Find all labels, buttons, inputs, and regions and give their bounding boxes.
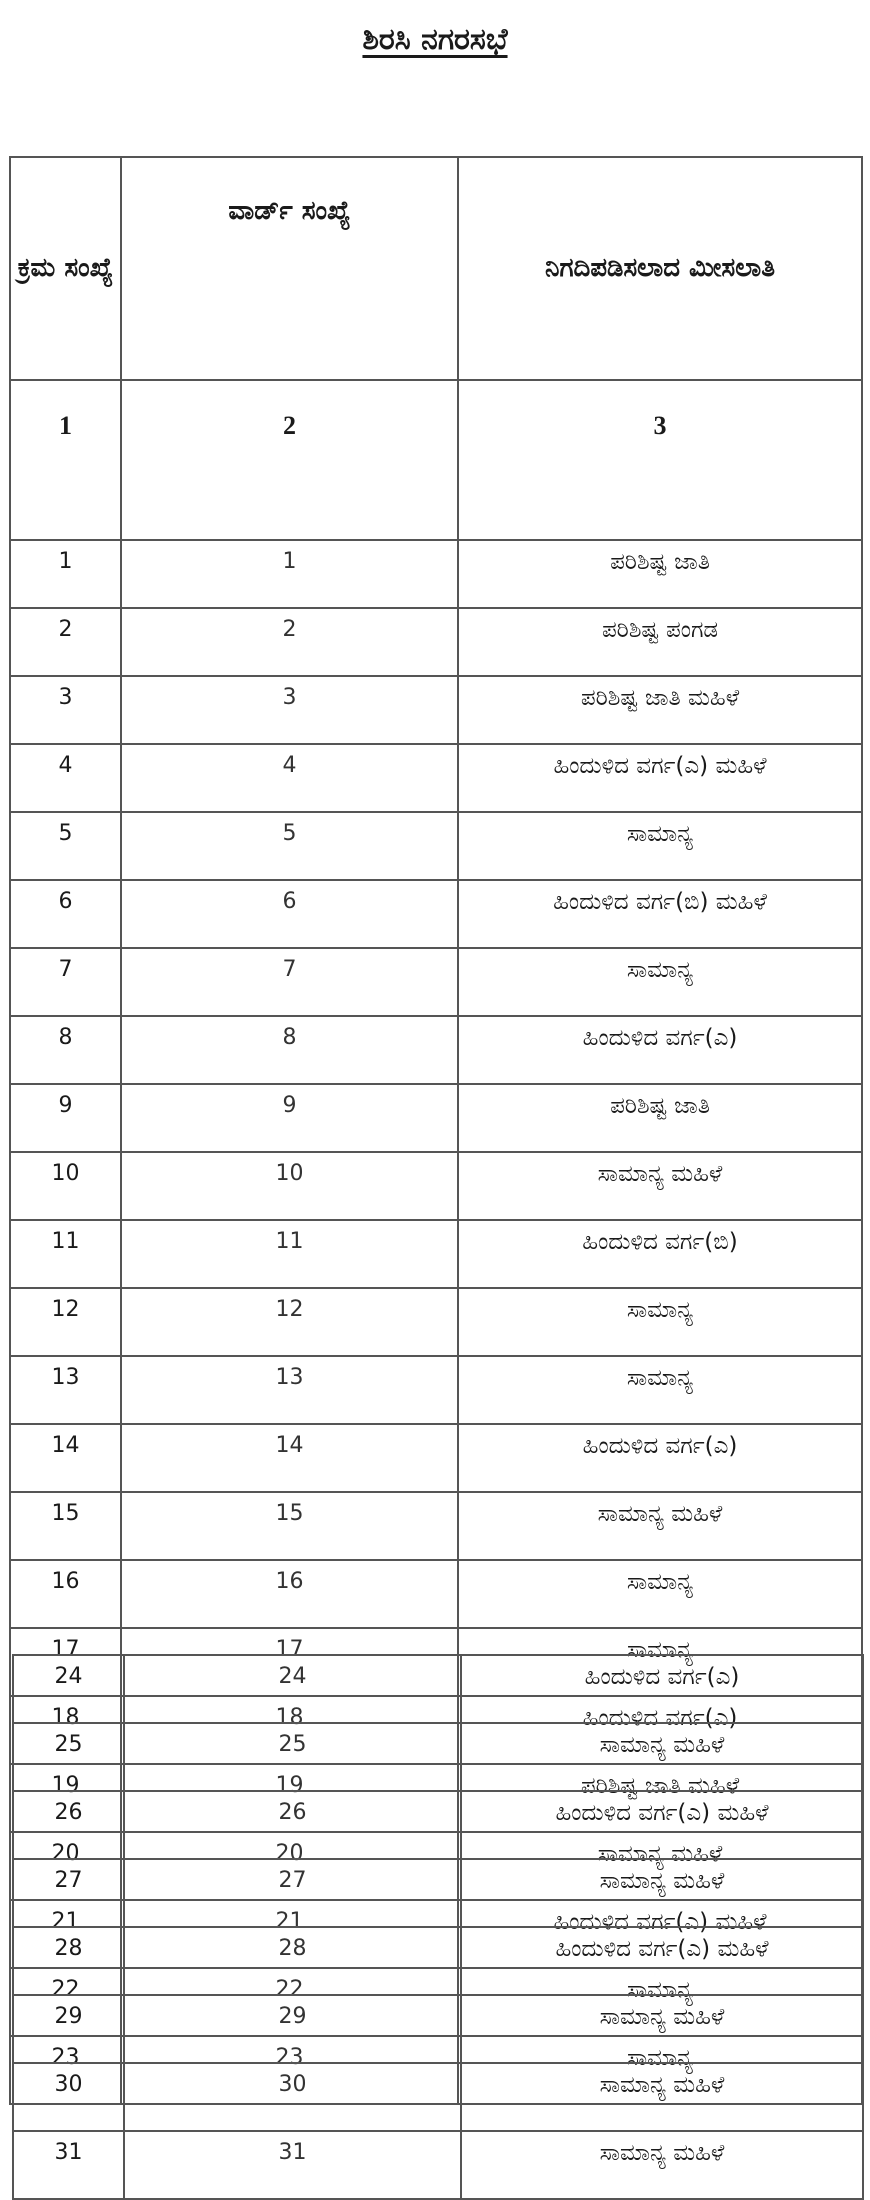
serial-number-cell: 30 — [13, 2063, 124, 2131]
serial-number-cell: 14 — [10, 1424, 121, 1492]
ward-number-cell: 22 — [121, 1968, 458, 2036]
serial-number-cell: 25 — [13, 1723, 124, 1791]
ward-number-cell: 6 — [121, 880, 458, 948]
ward-number-cell: 25 — [124, 1723, 461, 1791]
header-ward-number: ವಾರ್ಡ್ ಸಂಖ್ಯೆ — [121, 157, 458, 380]
reservation-cell: ಸಾಮಾನ್ಯ ಮಹಿಳೆ — [458, 1492, 862, 1560]
serial-number-cell: 29 — [13, 1995, 124, 2063]
serial-number-cell: 18 — [10, 1696, 121, 1764]
table-row — [13, 1859, 863, 1927]
reservation-cell: ಪರಿಶಿಷ್ಟ ಜಾತಿ ಮಹಿಳೆ — [458, 676, 862, 744]
column-number-2: 2 — [121, 380, 458, 540]
serial-number-cell: 12 — [10, 1288, 121, 1356]
table-row — [10, 540, 862, 608]
ward-number-cell: 2 — [121, 608, 458, 676]
ward-number-cell: 20 — [121, 1832, 458, 1900]
title-text: ಶಿರಸಿ ನಗರಸಭೆ — [362, 22, 508, 57]
reservation-cell: ಸಾಮಾನ್ಯ ಮಹಿಳೆ — [461, 2063, 863, 2131]
reservation-table-part-2 — [12, 1654, 864, 2200]
table-row — [10, 1424, 862, 1492]
column-number-row — [10, 380, 862, 540]
reservation-cell: ಸಾಮಾನ್ಯ — [458, 812, 862, 880]
ward-number-cell: 13 — [121, 1356, 458, 1424]
ward-number-cell: 11 — [121, 1220, 458, 1288]
table-row — [10, 1016, 862, 1084]
table-row — [10, 1152, 862, 1220]
table-row — [13, 1927, 863, 1995]
ward-number-cell: 4 — [121, 744, 458, 812]
serial-number-cell: 31 — [13, 2131, 124, 2199]
ward-number-cell: 3 — [121, 676, 458, 744]
serial-number-cell: 8 — [10, 1016, 121, 1084]
serial-number-cell: 6 — [10, 880, 121, 948]
reservation-cell: ಸಾಮಾನ್ಯ — [458, 1628, 862, 1696]
table-row — [10, 812, 862, 880]
table-row — [13, 1655, 863, 1723]
reservation-cell: ಹಿಂದುಳಿದ ವರ್ಗ(ಎ) ಮಹಿಳೆ — [458, 1900, 862, 1968]
serial-number-cell: 3 — [10, 676, 121, 744]
ward-number-cell: 21 — [121, 1900, 458, 1968]
ward-number-cell: 9 — [121, 1084, 458, 1152]
reservation-cell: ಹಿಂದುಳಿದ ವರ್ಗ(ಎ) — [461, 1655, 863, 1723]
serial-number-cell: 15 — [10, 1492, 121, 1560]
header-serial-number: ಕ್ರಮ ಸಂಖ್ಯೆ — [10, 157, 121, 380]
table-row — [10, 1288, 862, 1356]
reservation-cell: ಹಿಂದುಳಿದ ವರ್ಗ(ಎ) ಮಹಿಳೆ — [461, 1791, 863, 1859]
table-row — [10, 948, 862, 1016]
table-row — [10, 880, 862, 948]
serial-number-cell: 17 — [10, 1628, 121, 1696]
reservation-cell: ಹಿಂದುಳಿದ ವರ್ಗ(ಎ) — [458, 1016, 862, 1084]
ward-number-cell: 23 — [121, 2036, 458, 2104]
reservation-cell: ಹಿಂದುಳಿದ ವರ್ಗ(ಎ) ಮಹಿಳೆ — [458, 744, 862, 812]
table-row — [10, 608, 862, 676]
reservation-cell: ಸಾಮಾನ್ಯ ಮಹಿಳೆ — [461, 1859, 863, 1927]
ward-number-cell: 5 — [121, 812, 458, 880]
serial-number-cell: 21 — [10, 1900, 121, 1968]
serial-number-cell: 20 — [10, 1832, 121, 1900]
reservation-cell: ಸಾಮಾನ್ಯ — [458, 2036, 862, 2104]
table-row — [13, 2131, 863, 2199]
reservation-cell: ಸಾಮಾನ್ಯ — [458, 1560, 862, 1628]
reservation-cell: ಸಾಮಾನ್ಯ ಮಹಿಳೆ — [461, 1723, 863, 1791]
column-number-1: 1 — [10, 380, 121, 540]
column-number-3: 3 — [458, 380, 862, 540]
serial-number-cell: 16 — [10, 1560, 121, 1628]
ward-number-cell: 10 — [121, 1152, 458, 1220]
reservation-cell: ಹಿಂದುಳಿದ ವರ್ಗ(ಬಿ) — [458, 1220, 862, 1288]
reservation-cell: ಸಾಮಾನ್ಯ — [458, 1968, 862, 2036]
table-row — [13, 1791, 863, 1859]
ward-number-cell: 8 — [121, 1016, 458, 1084]
serial-number-cell: 22 — [10, 1968, 121, 2036]
serial-number-cell: 7 — [10, 948, 121, 1016]
reservation-cell: ಸಾಮಾನ್ಯ — [458, 1356, 862, 1424]
serial-number-cell: 27 — [13, 1859, 124, 1927]
ward-number-cell: 16 — [121, 1560, 458, 1628]
page-title — [0, 22, 870, 57]
table-row — [10, 1356, 862, 1424]
reservation-cell: ಸಾಮಾನ್ಯ — [458, 948, 862, 1016]
ward-number-cell: 27 — [124, 1859, 461, 1927]
reservation-cell: ಪರಿಶಿಷ್ಟ ಪಂಗಡ — [458, 608, 862, 676]
table-row — [10, 1220, 862, 1288]
table-row — [10, 1492, 862, 1560]
reservation-cell: ಸಾಮಾನ್ಯ ಮಹಿಳೆ — [458, 1152, 862, 1220]
ward-number-cell: 30 — [124, 2063, 461, 2131]
reservation-cell: ಸಾಮಾನ್ಯ ಮಹಿಳೆ — [461, 2131, 863, 2199]
ward-number-cell: 29 — [124, 1995, 461, 2063]
ward-number-cell: 15 — [121, 1492, 458, 1560]
serial-number-cell: 2 — [10, 608, 121, 676]
reservation-cell: ಸಾಮಾನ್ಯ ಮಹಿಳೆ — [458, 1832, 862, 1900]
ward-number-cell: 19 — [121, 1764, 458, 1832]
reservation-cell: ಸಾಮಾನ್ಯ — [458, 1288, 862, 1356]
table-row — [13, 1723, 863, 1791]
reservation-cell: ಪರಿಶಿಷ್ಟ ಜಾತಿ — [458, 1084, 862, 1152]
serial-number-cell: 19 — [10, 1764, 121, 1832]
ward-number-cell: 28 — [124, 1927, 461, 1995]
serial-number-cell: 4 — [10, 744, 121, 812]
table-row — [10, 1084, 862, 1152]
reservation-cell: ಸಾಮಾನ್ಯ ಮಹಿಳೆ — [461, 1995, 863, 2063]
serial-number-cell: 26 — [13, 1791, 124, 1859]
table-row — [13, 2063, 863, 2131]
ward-number-cell: 18 — [121, 1696, 458, 1764]
header-row — [10, 157, 862, 380]
ward-number-cell: 24 — [124, 1655, 461, 1723]
ward-number-cell: 1 — [121, 540, 458, 608]
table-row — [10, 676, 862, 744]
serial-number-cell: 11 — [10, 1220, 121, 1288]
serial-number-cell: 24 — [13, 1655, 124, 1723]
serial-number-cell: 5 — [10, 812, 121, 880]
table-row — [10, 744, 862, 812]
ward-number-cell: 12 — [121, 1288, 458, 1356]
reservation-cell: ಹಿಂದುಳಿದ ವರ್ಗ(ಎ) — [458, 1696, 862, 1764]
ward-number-cell: 31 — [124, 2131, 461, 2199]
serial-number-cell: 13 — [10, 1356, 121, 1424]
serial-number-cell: 28 — [13, 1927, 124, 1995]
serial-number-cell: 1 — [10, 540, 121, 608]
serial-number-cell: 10 — [10, 1152, 121, 1220]
reservation-cell: ಹಿಂದುಳಿದ ವರ್ಗ(ಎ) ಮಹಿಳೆ — [461, 1927, 863, 1995]
reservation-cell: ಪರಿಶಿಷ್ಟ ಜಾತಿ ಮಹಿಳೆ — [458, 1764, 862, 1832]
ward-number-cell: 17 — [121, 1628, 458, 1696]
ward-number-cell: 7 — [121, 948, 458, 1016]
reservation-cell: ಹಿಂದುಳಿದ ವರ್ಗ(ಎ) — [458, 1424, 862, 1492]
table-row — [13, 1995, 863, 2063]
ward-number-cell: 26 — [124, 1791, 461, 1859]
header-reservation: ನಿಗದಿಪಡಿಸಲಾದ ಮೀಸಲಾತಿ — [458, 157, 862, 380]
serial-number-cell: 23 — [10, 2036, 121, 2104]
reservation-cell: ಹಿಂದುಳಿದ ವರ್ಗ(ಬಿ) ಮಹಿಳೆ — [458, 880, 862, 948]
serial-number-cell: 9 — [10, 1084, 121, 1152]
ward-number-cell: 14 — [121, 1424, 458, 1492]
table-row — [10, 1560, 862, 1628]
reservation-cell: ಪರಿಶಿಷ್ಟ ಜಾತಿ — [458, 540, 862, 608]
